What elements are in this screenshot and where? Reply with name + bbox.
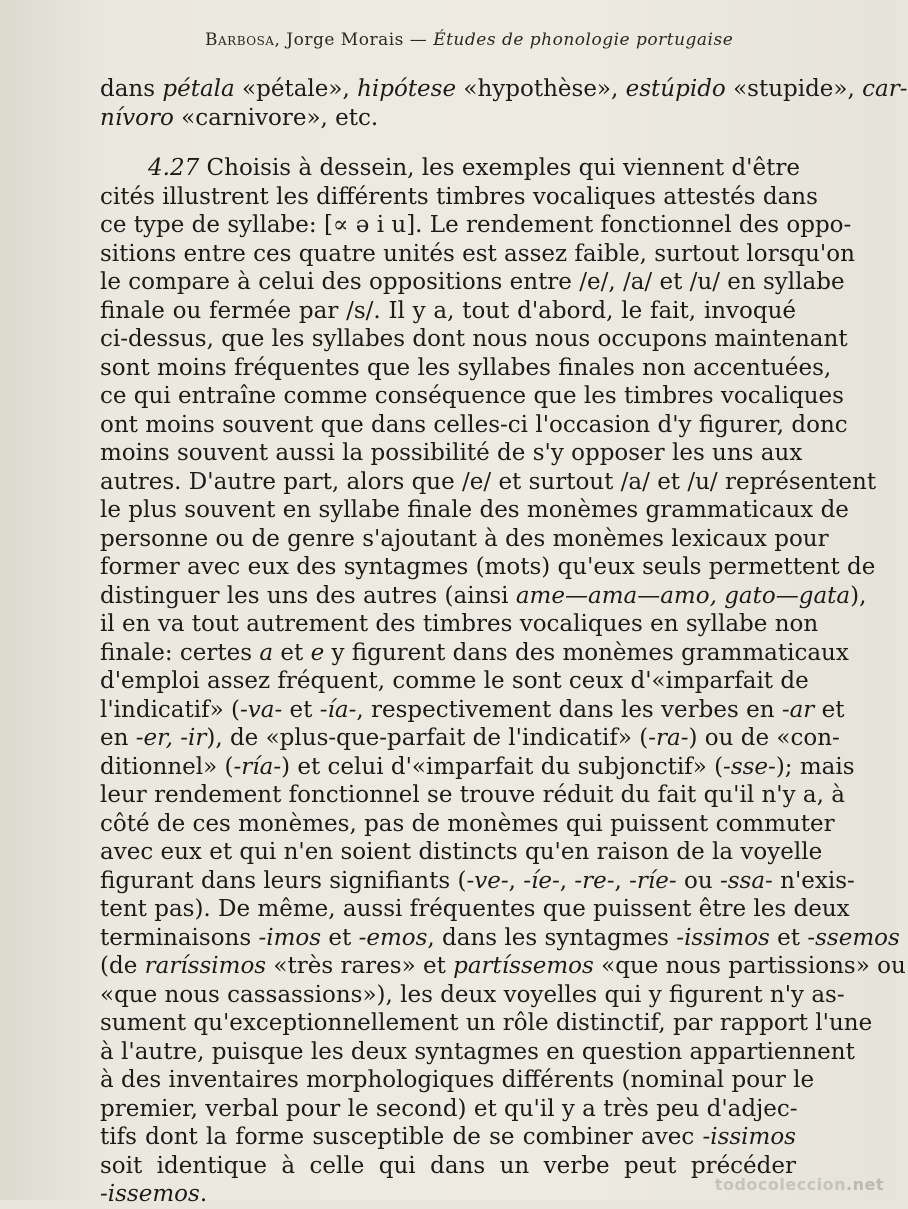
text-run: «pétale»,: [234, 76, 358, 102]
italic-text-run: -re-: [574, 867, 615, 894]
paragraph-line: [100, 211, 852, 240]
paragraph-line: [100, 411, 848, 440]
paragraph-line: [100, 297, 796, 326]
paragraph-line: [100, 1180, 796, 1209]
watermark: [715, 1175, 884, 1194]
text-run: former avec eux des syntagmes (mots) qu'eux seuls permettent de: [100, 554, 876, 580]
paragraph-line: [100, 553, 876, 582]
text-run: dans: [100, 76, 163, 102]
text-run: leur rendement fonctionnel se trouve réduit du fait qu'il n'y a, à: [100, 782, 845, 808]
text-run: soit identique à celle qui dans un verbe peut précéder: [100, 1152, 796, 1179]
italic-text-run: -ve-: [466, 867, 509, 894]
text-run: «très rares» et: [266, 953, 454, 979]
paragraph-line: [100, 325, 848, 354]
italic-text-run: a: [259, 639, 274, 666]
prev-paragraph-line: [100, 104, 796, 133]
paragraph-line: [100, 1038, 855, 1067]
paragraph-line: [100, 924, 900, 953]
paragraph-line: [100, 240, 855, 269]
paragraph-gap: [100, 132, 796, 154]
text-run: ditionnel» (: [100, 753, 234, 780]
text-run: et: [814, 696, 845, 723]
paragraph-line: [100, 610, 819, 639]
italic-text-run: partíssemos: [453, 953, 594, 979]
text-run: «stupide»,: [725, 76, 863, 102]
watermark-tld: .net: [846, 1175, 884, 1194]
text-run: ,: [508, 867, 524, 894]
paragraph-line: [100, 183, 818, 212]
text-run: il en va tout autrement des timbres vocaliques en syllabe non: [100, 611, 819, 637]
italic-text-run: -sse-: [723, 753, 776, 780]
italic-text-run: car-: [862, 76, 908, 102]
italic-text-run: -ía-: [319, 696, 357, 723]
italic-text-run: estúpido: [625, 76, 726, 102]
text-run: n'exis-: [772, 867, 855, 894]
paragraph-line: [100, 1123, 796, 1152]
text-run: ce type de syllabe: [∝ ə i u]. Le rendement fonctionnel des oppo-: [100, 212, 852, 238]
italic-text-run: nívoro: [100, 104, 174, 131]
italic-text-run: -emos: [358, 924, 428, 951]
italic-text-run: -ar: [781, 696, 815, 723]
italic-text-run: -issimos: [702, 1124, 796, 1150]
text-run: distinguer les uns des autres (ainsi: [100, 582, 516, 609]
text-run: ce qui entraîne comme conséquence que les timbres vocaliques: [100, 383, 844, 409]
paragraph-line: [100, 696, 845, 725]
text-run: «que nous cassassions»), les deux voyelles qui y figurent n'y as-: [100, 981, 845, 1008]
paragraph-line: [100, 268, 845, 297]
text-run: , respectivement dans les verbes en: [356, 696, 782, 723]
text-run: «carnivore», etc.: [173, 104, 379, 131]
text-run: (de: [100, 953, 145, 979]
paragraph-line: [100, 952, 906, 981]
text-run: tifs dont la forme susceptible de se combiner avec: [100, 1124, 703, 1150]
paragraph-line: [100, 724, 840, 753]
header-author-last: Barbosa,: [205, 30, 281, 50]
paragraph-line: [100, 382, 844, 411]
text-run: en: [100, 725, 136, 751]
paragraph-line: [100, 895, 850, 924]
text-run: .: [199, 1181, 208, 1207]
text-run: Choisis à dessein, les exemples qui viennent d'être: [199, 155, 800, 181]
text-run: ) et celui d'«imparfait du subjonctif» (: [281, 753, 724, 780]
italic-text-run: -va-: [240, 696, 283, 723]
paragraph-line: [100, 1066, 815, 1095]
italic-text-run: -ríe-: [629, 867, 677, 894]
paragraph-line: [100, 838, 823, 867]
text-run: autres. D'autre part, alors que /e/ et surtout /a/ et /u/ représentent: [100, 468, 877, 495]
text-run: cités illustrent les différents timbres vocaliques attestés dans: [100, 183, 818, 210]
header-dash: —: [409, 30, 428, 50]
paragraph-line: [100, 1152, 796, 1181]
italic-text-run: raríssimos: [144, 953, 267, 979]
text-run: ou: [676, 867, 720, 894]
text-run: le compare à celui des oppositions entre /e/, /a/ et /u/ en syllabe: [100, 269, 845, 295]
paragraph-line: [100, 354, 832, 383]
text-run: sitions entre ces quatre unités est assez faible, surtout lorsqu'on: [100, 240, 855, 267]
text-run: personne ou de genre s'ajoutant à des monèmes lexicaux pour: [100, 525, 829, 552]
text-run: y figurent dans des monèmes grammaticaux: [324, 639, 849, 666]
text-run: l'indicatif» (: [100, 696, 240, 723]
paragraph-line: [100, 667, 809, 696]
paragraph-line: [100, 439, 803, 468]
text-run: et: [321, 924, 359, 951]
text-run: à l'autre, puisque les deux syntagmes en question appartiennent: [100, 1038, 855, 1065]
text-run: moins souvent aussi la possibilité de s'y opposer les uns aux: [100, 440, 803, 466]
italic-text-run: -ssa-: [719, 867, 773, 894]
paragraph-line: [100, 1095, 796, 1124]
paragraph-line: [100, 496, 849, 525]
text-run: tent pas). De même, aussi fréquentes que puissent être les deux: [100, 896, 850, 922]
text-run: terminaisons: [100, 924, 259, 951]
paragraph-number: 4.27: [148, 155, 200, 181]
text-run: ,: [614, 867, 630, 894]
paragraph-line: [100, 582, 867, 611]
text-run: «que nous partissions» ou: [593, 953, 906, 979]
paragraph-line: [100, 981, 845, 1010]
text-run: ),: [850, 582, 867, 609]
italic-text-run: -issemos: [100, 1181, 200, 1207]
text-run: , dans les syntagmes: [427, 924, 677, 951]
text-run: sument qu'exceptionnellement un rôle distinctif, par rapport l'une: [100, 1010, 873, 1036]
paragraph-line: [100, 639, 849, 668]
text-run: finale: certes: [100, 639, 260, 666]
text-run: le plus souvent en syllabe finale des monèmes grammaticaux de: [100, 497, 849, 523]
text-run: sont moins fréquentes que les syllabes finales non accentuées,: [100, 354, 832, 381]
text-run: ), de «plus-que-parfait de l'indicatif» (: [206, 725, 649, 751]
paragraph-line: [100, 525, 829, 554]
text-run: ); mais: [775, 753, 855, 780]
prev-paragraph-line: [100, 75, 908, 104]
header-author-first: Jorge Morais: [286, 30, 404, 50]
text-run: avec eux et qui n'en soient distincts qu'en raison de la voyelle: [100, 839, 823, 865]
text-run: ) ou de «con-: [688, 725, 840, 751]
italic-text-run: -ra-: [648, 725, 689, 751]
watermark-brand: todocoleccion: [714, 1175, 847, 1194]
text-run: ont moins souvent que dans celles-ci l'occasion d'y figurer, donc: [100, 411, 848, 438]
text-run: côté de ces monèmes, pas de monèmes qui puissent commuter: [100, 810, 835, 837]
paragraph-line: [100, 810, 835, 839]
header-title: Études de phonologie portugaise: [433, 30, 734, 50]
text-run: et: [282, 696, 320, 723]
text-run: d'emploi assez fréquent, comme le sont ceux d'«imparfait de: [100, 668, 809, 694]
italic-text-run: e: [310, 639, 325, 666]
italic-text-run: ame—ama—amo, gato—gata: [515, 582, 851, 609]
paragraph-line: [100, 1009, 873, 1038]
italic-text-run: -imos: [258, 924, 322, 951]
text-run: et: [769, 924, 808, 951]
italic-text-run: -issimos: [676, 924, 770, 951]
italic-text-run: -ría-: [233, 753, 282, 780]
paragraph-line: [100, 468, 877, 497]
italic-text-run: hipótese: [357, 76, 457, 102]
italic-text-run: -er, -ir: [135, 725, 207, 751]
text-run: finale ou fermée par /s/. Il y a, tout d'abord, le fait, invoqué: [100, 297, 796, 324]
italic-text-run: -íe-: [523, 867, 560, 894]
italic-text-run: -ssemos: [807, 924, 900, 951]
text-run: à des inventaires morphologiques différents (nominal pour le: [100, 1067, 815, 1093]
text-run: ,: [559, 867, 575, 894]
text-run: premier, verbal pour le second) et qu'il y a très peu d'adjec-: [100, 1095, 798, 1122]
text-run: figurant dans leurs signifiants (: [100, 867, 467, 894]
text-run: ci-dessus, que les syllabes dont nous nous occupons maintenant: [100, 326, 848, 352]
paragraph-line: [100, 867, 855, 896]
paragraph-line: [100, 781, 845, 810]
paragraph-line: [100, 753, 855, 782]
italic-text-run: pétala: [162, 76, 235, 102]
text-run: et: [273, 639, 311, 666]
text-run: «hypothèse»,: [456, 76, 626, 102]
paragraph-line: [100, 154, 800, 183]
running-header: [205, 30, 865, 50]
